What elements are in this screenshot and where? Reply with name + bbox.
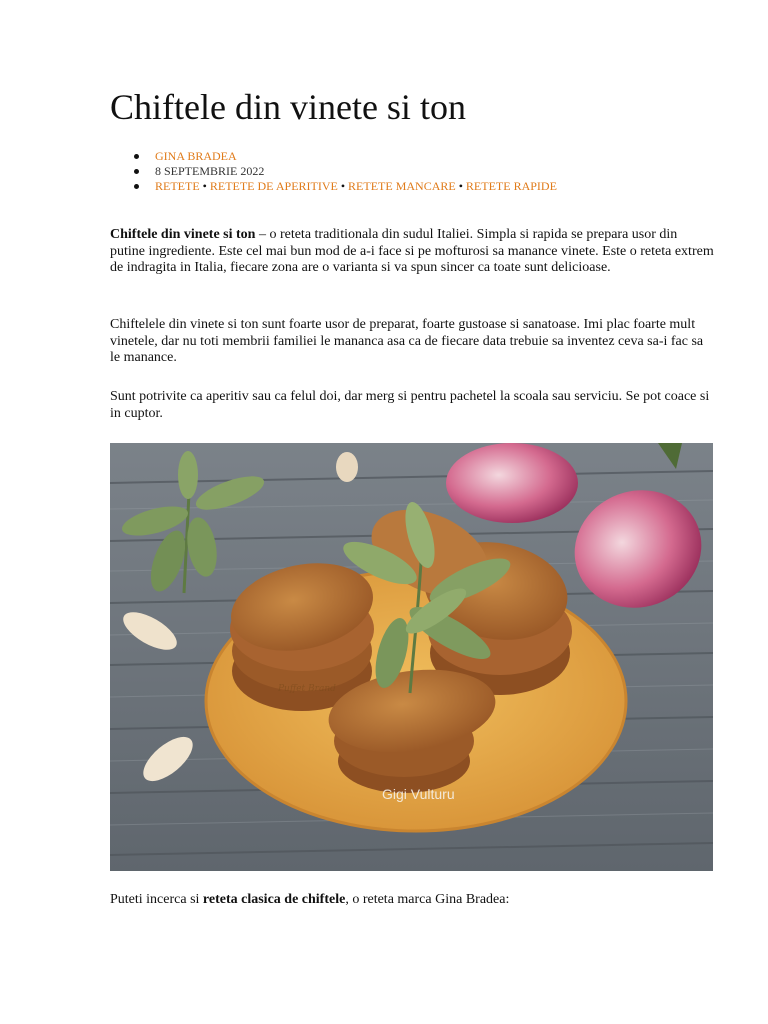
article-title: Chiftele din vinete si ton <box>110 87 466 127</box>
category-link-mancare[interactable]: RETETE MANCARE <box>348 179 456 193</box>
closing-paragraph <box>110 892 714 909</box>
category-separator: • <box>455 179 466 193</box>
photo-watermark: Gigi Vulturu <box>382 786 455 802</box>
meta-date <box>110 164 557 179</box>
category-separator: • <box>199 179 210 193</box>
author-link[interactable]: GINA BRADEA <box>155 149 237 163</box>
closing-text-before: Puteti incerca si <box>110 892 203 907</box>
category-link-rapide[interactable]: RETETE RAPIDE <box>465 179 557 193</box>
meta-categories <box>110 179 557 194</box>
paragraph-preparation: Chiftelele din vinete si ton sunt foarte usor de preparat, foarte gustoase si sanatoase. Imi plac foarte mult vinetele, dar nu toti membrii familiei le mananca asa ca de fiecare data trebuie sa inventez ceva sa-i fac sa le manance. <box>110 317 704 366</box>
intro-text: – o reteta traditionala din sudul Italiei. Simpla si rapida se prepara usor din putine ingrediente. Este cel mai bun mod de a-i face si pe mofturosi sa manance vinete. Este o reteta extrem de indragita in Italia, fiecare zona are o varianta si va spun sincer ca toate sunt delicioase. <box>110 227 714 276</box>
board-brand-mark: Puffet Brand <box>278 684 336 694</box>
category-separator: • <box>337 179 349 193</box>
classic-recipe-link[interactable]: reteta clasica de chiftele <box>202 892 346 907</box>
category-link-retete[interactable]: RETETE <box>155 179 200 193</box>
category-link-aperitive[interactable]: RETETE DE APERITIVE <box>209 179 338 193</box>
paragraph-serving: Sunt potrivite ca aperitiv sau ca felul doi, dar merg si pentru pachetel la scoala sau serviciu. Se pot coace si in cuptor. <box>110 389 710 421</box>
publish-date: 8 SEPTEMBRIE 2022 <box>155 164 265 178</box>
article-meta-list <box>110 149 557 194</box>
intro-paragraph <box>110 227 714 277</box>
intro-bold-title: Chiftele din vinete si ton <box>110 227 256 242</box>
closing-text-after: , o reteta marca Gina Bradea: <box>345 892 510 907</box>
meta-author <box>110 149 557 164</box>
recipe-photo <box>110 443 713 871</box>
